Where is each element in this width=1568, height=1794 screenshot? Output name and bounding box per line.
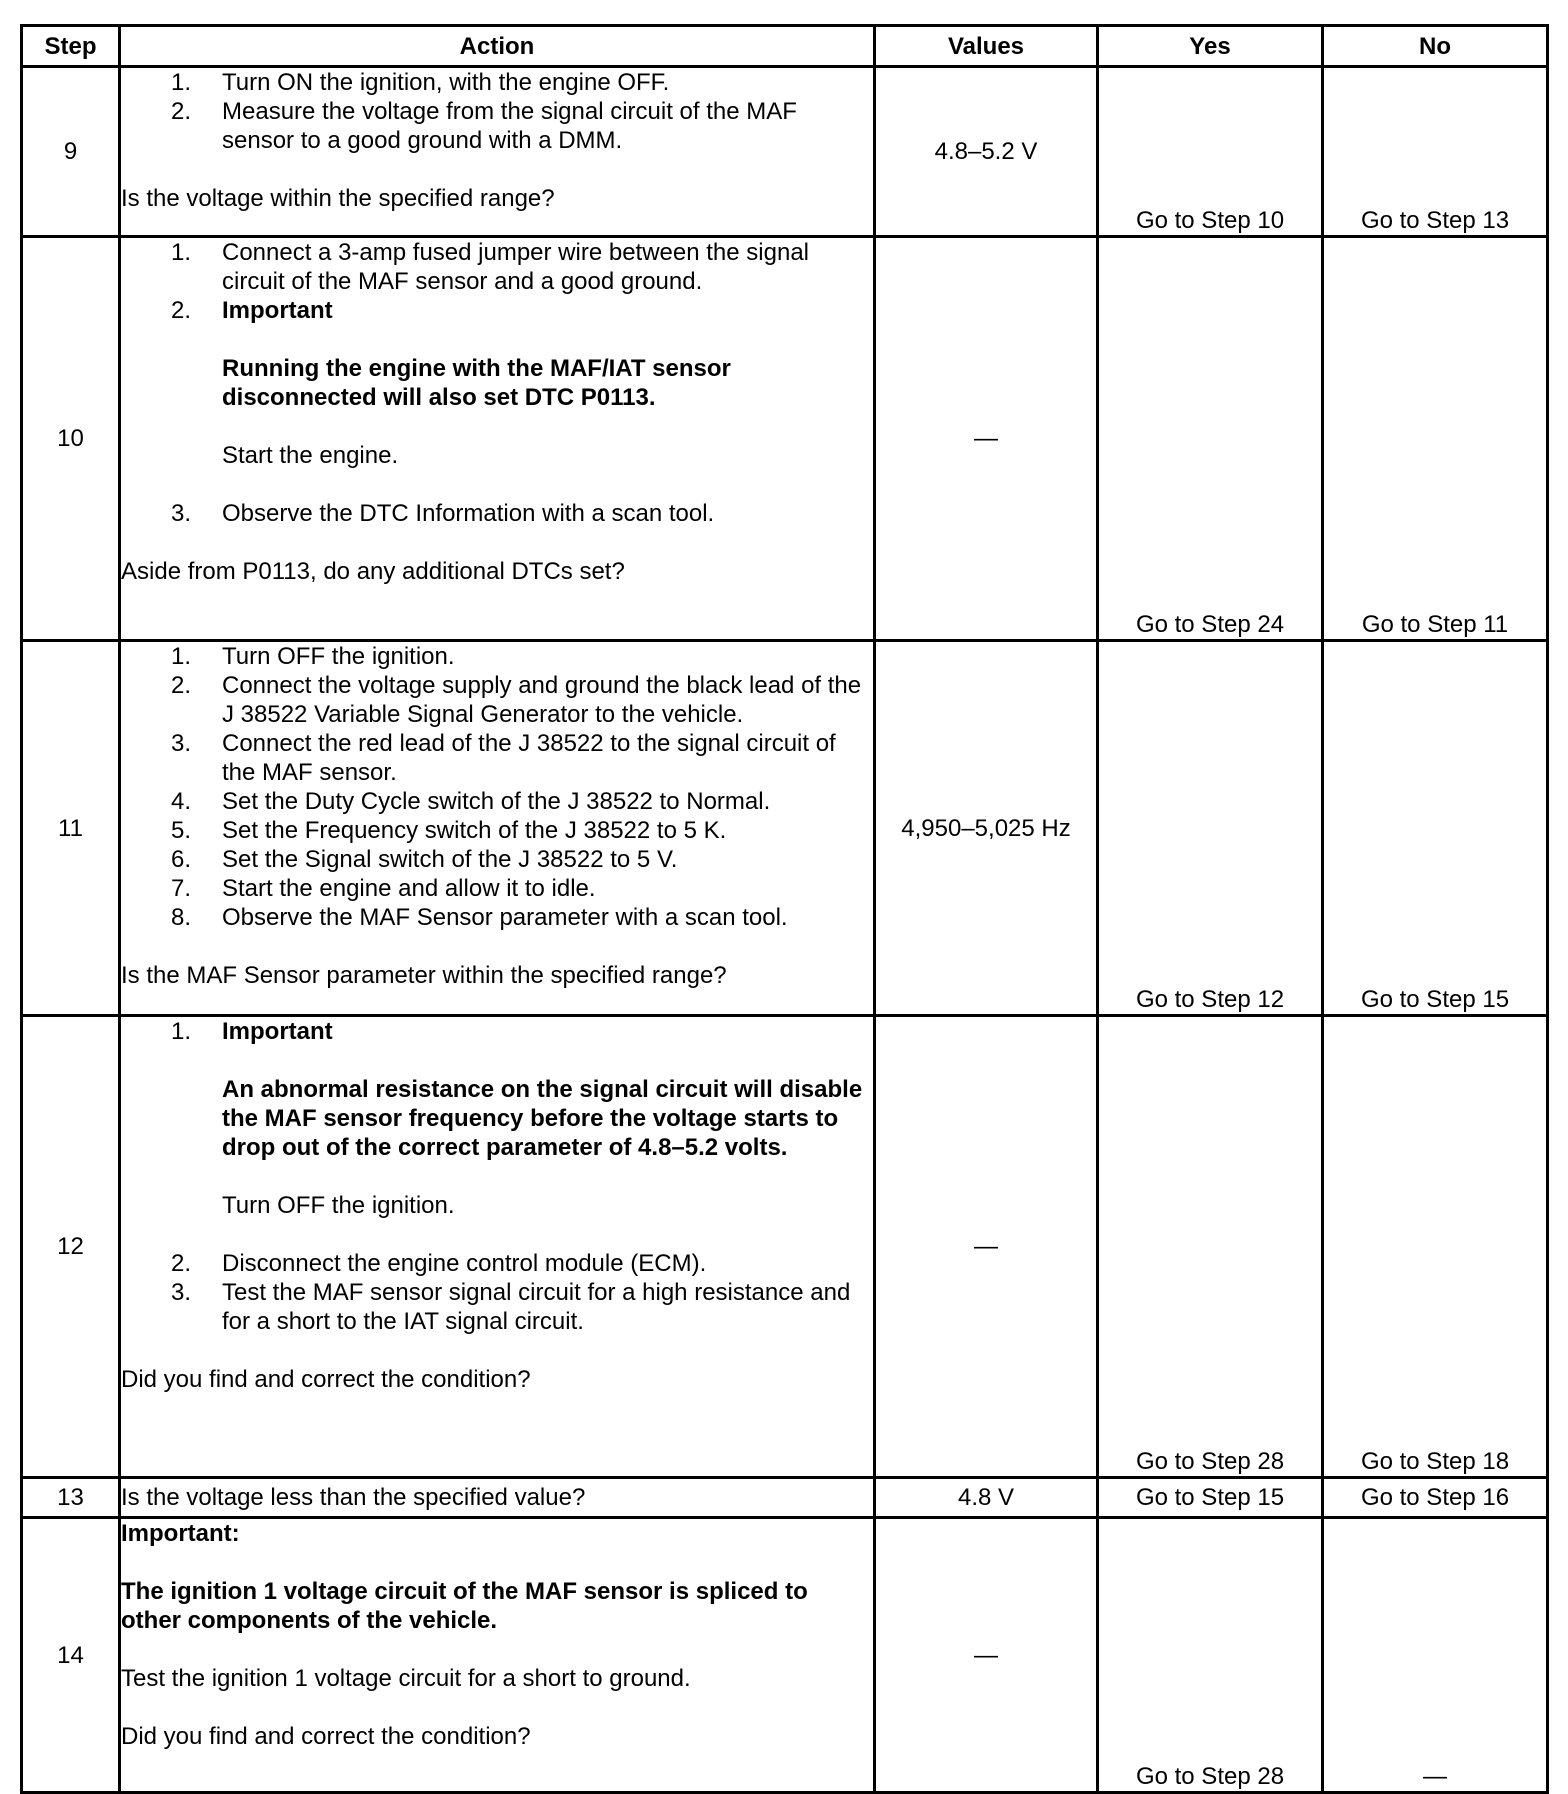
action-cell	[120, 67, 875, 237]
list-item	[121, 1249, 873, 1278]
yes-cell: Go to Step 24	[1098, 237, 1323, 641]
value-cell: 4.8 V	[875, 1478, 1098, 1518]
list-item	[121, 1278, 873, 1336]
table-row	[22, 67, 1548, 237]
item-number: 1.	[171, 69, 192, 96]
list-item	[121, 642, 873, 671]
action-list	[121, 1017, 873, 1336]
item-number: 1.	[171, 1018, 192, 1045]
step-number: 10	[22, 237, 120, 641]
item-text: Observe the MAF Sensor parameter with a scan tool.	[222, 904, 788, 931]
yes-cell: Go to Step 15	[1098, 1478, 1323, 1518]
item-text: Set the Frequency switch of the J 38522 to 5 K.	[222, 817, 727, 844]
item-number: 1.	[171, 643, 192, 670]
item-text: Connect a 3-amp fused jumper wire between the signal circuit of the MAF sensor and a good ground.	[222, 239, 809, 295]
value-cell: —	[875, 1016, 1098, 1478]
step-number: 14	[22, 1518, 120, 1793]
item-number: 8.	[171, 904, 192, 931]
header-row	[22, 26, 1548, 67]
action-list	[121, 642, 873, 932]
question-text: Did you find and correct the condition?	[121, 1723, 531, 1750]
step-number: 11	[22, 641, 120, 1016]
question-text: Is the MAF Sensor parameter within the specified range?	[121, 962, 727, 989]
item-number: 3.	[171, 730, 192, 757]
table-row	[22, 1016, 1548, 1478]
item-text: Turn ON the ignition, with the engine OFF.	[222, 69, 670, 96]
item-number: 2.	[171, 672, 192, 699]
item-number: 2.	[171, 1250, 192, 1277]
table-row	[22, 1518, 1548, 1793]
list-item	[121, 671, 873, 729]
important-note: Running the engine with the MAF/IAT sensor disconnected will also set DTC P0113.	[222, 355, 731, 411]
important-label: Important:	[121, 1520, 240, 1547]
value-cell: —	[875, 237, 1098, 641]
item-number: 1.	[171, 239, 192, 266]
header-yes: Yes	[1098, 26, 1323, 67]
item-number: 6.	[171, 846, 192, 873]
item-number: 2.	[171, 98, 192, 125]
item-number: 4.	[171, 788, 192, 815]
item-text: Connect the voltage supply and ground the black lead of the J 38522 Variable Signal Generator to the vehicle.	[222, 672, 862, 728]
list-item	[121, 874, 873, 903]
action-cell	[120, 1478, 875, 1518]
yes-cell: Go to Step 10	[1098, 67, 1323, 237]
question-text: Did you find and correct the condition?	[121, 1366, 531, 1393]
diagnostic-table	[20, 24, 1549, 1794]
no-cell: Go to Step 18	[1323, 1016, 1548, 1478]
item-text: Disconnect the engine control module (ECM).	[222, 1250, 707, 1277]
header-no: No	[1323, 26, 1548, 67]
list-item	[121, 68, 873, 97]
value-cell: —	[875, 1518, 1098, 1793]
item-number: 2.	[171, 297, 192, 324]
action-cell	[120, 1016, 875, 1478]
no-cell: Go to Step 16	[1323, 1478, 1548, 1518]
list-item	[121, 787, 873, 816]
list-item	[121, 499, 873, 528]
value-cell: 4.8–5.2 V	[875, 67, 1098, 237]
item-number: 3.	[171, 500, 192, 527]
important-label: Important	[222, 1018, 333, 1045]
list-item	[121, 816, 873, 845]
item-text: Turn OFF the ignition.	[222, 643, 455, 670]
no-cell: —	[1323, 1518, 1548, 1793]
item-text: Measure the voltage from the signal circuit of the MAF sensor to a good ground with a DMM.	[222, 98, 797, 154]
item-text: Test the ignition 1 voltage circuit for a short to ground.	[121, 1665, 691, 1692]
item-text: Observe the DTC Information with a scan tool.	[222, 500, 715, 527]
header-values: Values	[875, 26, 1098, 67]
action-list	[121, 238, 873, 528]
item-text: Start the engine and allow it to idle.	[222, 875, 596, 902]
important-note: An abnormal resistance on the signal circuit will disable the MAF sensor frequency before the voltage starts to drop out of the correct parameter of 4.8–5.2 volts.	[222, 1076, 863, 1161]
question-text: Is the voltage within the specified range?	[121, 185, 555, 212]
action-cell	[120, 641, 875, 1016]
list-item	[121, 729, 873, 787]
table-row	[22, 1478, 1548, 1518]
header-step: Step	[22, 26, 120, 67]
step-number: 9	[22, 67, 120, 237]
step-number: 12	[22, 1016, 120, 1478]
header-action: Action	[120, 26, 875, 67]
item-number: 3.	[171, 1279, 192, 1306]
no-cell: Go to Step 15	[1323, 641, 1548, 1016]
item-text: Start the engine.	[222, 442, 399, 469]
list-item	[121, 1017, 873, 1249]
question-text: Aside from P0113, do any additional DTCs set?	[121, 558, 625, 585]
item-number: 7.	[171, 875, 192, 902]
list-item	[121, 97, 873, 155]
action-cell	[120, 1518, 875, 1793]
yes-cell: Go to Step 12	[1098, 641, 1323, 1016]
important-label: Important	[222, 297, 333, 324]
list-item	[121, 238, 873, 296]
list-item	[121, 903, 873, 932]
action-cell	[120, 237, 875, 641]
action-list	[121, 68, 873, 155]
step-number: 13	[22, 1478, 120, 1518]
yes-cell: Go to Step 28	[1098, 1016, 1323, 1478]
item-text: Connect the red lead of the J 38522 to the signal circuit of the MAF sensor.	[222, 730, 836, 786]
yes-cell: Go to Step 28	[1098, 1518, 1323, 1793]
item-text: Test the MAF sensor signal circuit for a high resistance and for a short to the IAT signal circuit.	[222, 1279, 851, 1335]
item-number: 5.	[171, 817, 192, 844]
no-cell: Go to Step 13	[1323, 67, 1548, 237]
list-item	[121, 296, 873, 499]
value-cell: 4,950–5,025 Hz	[875, 641, 1098, 1016]
item-text: Turn OFF the ignition.	[222, 1192, 455, 1219]
important-note: The ignition 1 voltage circuit of the MAF sensor is spliced to other components of the vehicle.	[121, 1578, 808, 1634]
item-text: Set the Signal switch of the J 38522 to 5 V.	[222, 846, 678, 873]
item-text: Set the Duty Cycle switch of the J 38522 to Normal.	[222, 788, 771, 815]
question-text: Is the voltage less than the specified value?	[121, 1484, 586, 1511]
table-row	[22, 641, 1548, 1016]
table-row	[22, 237, 1548, 641]
list-item	[121, 845, 873, 874]
no-cell: Go to Step 11	[1323, 237, 1548, 641]
